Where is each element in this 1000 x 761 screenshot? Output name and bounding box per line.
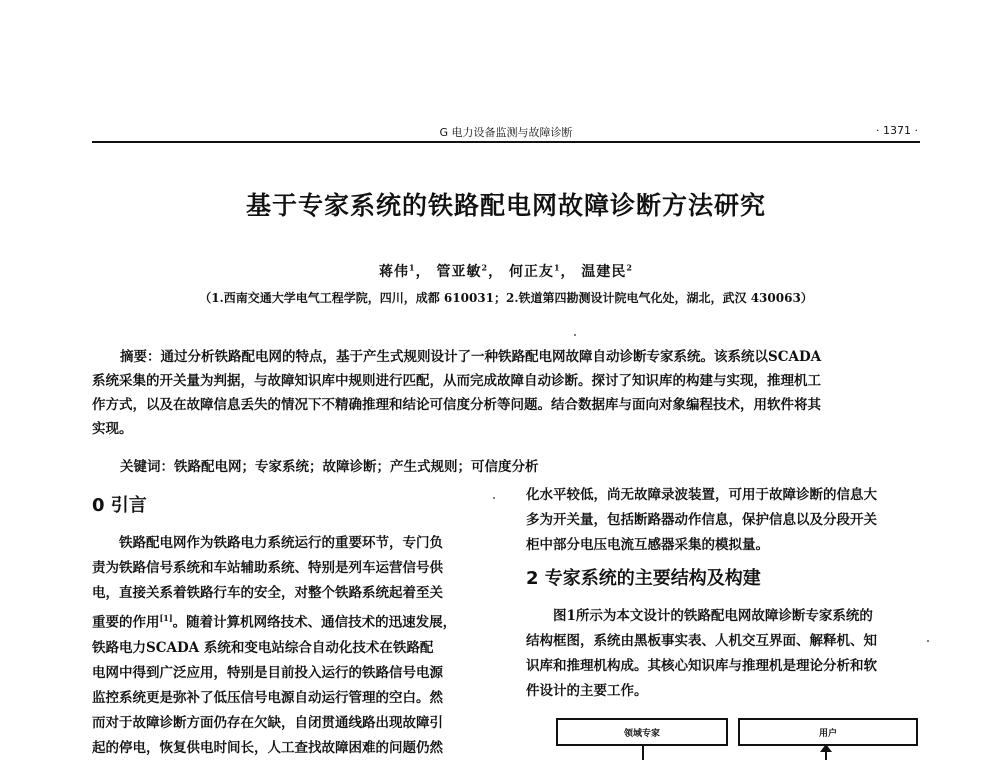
continuation-line: 多为开关量，包括断路器动作信息，保护信息以及分段开关 bbox=[526, 512, 877, 528]
intro-line-with-citation bbox=[92, 606, 490, 636]
intro-line: 电网中得到广泛应用，特别是目前投入运行的铁路信号电源 bbox=[92, 664, 443, 681]
intro-line: 电，直接关系着铁路行车的安全，对整个铁路系统起着至关 bbox=[92, 585, 443, 601]
author-name: 蒋伟 bbox=[379, 264, 410, 280]
right-column bbox=[526, 483, 920, 704]
author-affil-mark: 1 bbox=[409, 262, 416, 273]
keywords-text: 铁路配电网；专家系统；故障诊断；产生式规则；可信度分析 bbox=[174, 459, 539, 475]
author-name: 管亚敏 bbox=[436, 264, 482, 280]
abstract-line: 系统采集的开关量为判据，与故障知识库中规则进行匹配，从而完成故障自动诊断。探讨了知识库的构建与实现，推理机工 bbox=[92, 373, 821, 389]
citation-mark: [1] bbox=[159, 613, 173, 623]
abstract-line bbox=[92, 345, 920, 369]
structure-line: 识库和推理机构成。其核心知识库与推理机是理论分析和软 bbox=[526, 658, 877, 674]
left-column bbox=[92, 485, 490, 761]
intro-line: 监控系统更是弥补了低压信号电源自动运行管理的空白。然 bbox=[92, 689, 443, 706]
author-affil-mark: 2 bbox=[626, 262, 633, 273]
intro-line: 而对于故障诊断方面仍存在欠缺，自闭贯通线路出现故障引 bbox=[92, 714, 443, 731]
section-heading-structure: 2 专家系统的主要结构及构建 bbox=[526, 568, 761, 589]
intro-line: 铁路电力SCADA 系统和变电站综合自动化技术在铁路配 bbox=[92, 639, 434, 656]
author-affil-mark: 1 bbox=[553, 262, 561, 273]
abstract-line: 作方式，以及在故障信息丢失的情况下不精确推理和结论可信度分析等问题。结合数据库与面向对象编程技术，用软件将其 bbox=[92, 397, 821, 413]
diagram-connector bbox=[642, 746, 644, 760]
intro-line: 责为铁路信号系统和车站辅助系统、特别是列车运营信号供 bbox=[92, 560, 443, 576]
abstract-line: 实现。 bbox=[92, 421, 133, 437]
intro-line: 起的停电，恢复供电时间长，人工查找故障困难的问题仍然 bbox=[92, 739, 443, 756]
author-name: 温建民 bbox=[581, 264, 627, 280]
structure-line: 件设计的主要工作。 bbox=[526, 683, 648, 699]
affiliation: （1.西南交通大学电气工程学院，四川，成都 610031；2.铁道第四勘测设计院电气化处，湖北，武汉 430063） bbox=[199, 291, 813, 305]
keywords bbox=[120, 455, 920, 475]
scan-speck bbox=[493, 497, 495, 499]
author-affil-mark: 2 bbox=[481, 262, 489, 273]
abstract-label: 摘要： bbox=[120, 349, 161, 365]
intro-line: 铁路配电网作为铁路电力系统运行的重要环节，专门负 bbox=[119, 535, 443, 551]
abstract bbox=[92, 345, 920, 441]
continuation-line: 化水平较低，尚无故障录波装置，可用于故障诊断的信息大 bbox=[526, 487, 877, 503]
author-list bbox=[92, 261, 920, 281]
author-name: 何正友 bbox=[508, 264, 554, 280]
structure-line: 图1所示为本文设计的铁路配电网故障诊断专家系统的 bbox=[553, 608, 873, 624]
structure-line: 结构框图，系统由黑板事实表、人机交互界面、解释机、知 bbox=[526, 633, 877, 649]
abstract-text: 通过分析铁路配电网的特点，基于产生式规则设计了一种铁路配电网故障自动诊断专家系统。该系统以SCADA bbox=[160, 349, 822, 365]
intro-text: 重要的作用 bbox=[92, 614, 160, 631]
section-heading-intro: 0 引言 bbox=[92, 495, 147, 516]
author-separator: ， bbox=[560, 264, 576, 280]
diagram-box-domain-expert: 领域专家 bbox=[556, 718, 728, 746]
continuation-line: 柜中部分电压电流互感器采集的模拟量。 bbox=[526, 537, 769, 553]
header-section: G 电力设备监测与故障诊断 bbox=[439, 126, 573, 139]
running-header bbox=[92, 121, 920, 143]
diagram-box-user: 用户 bbox=[738, 718, 918, 746]
paper-title: 基于专家系统的铁路配电网故障诊断方法研究 bbox=[245, 191, 766, 220]
page-number: · 1371 · bbox=[876, 124, 918, 137]
structure-diagram bbox=[556, 718, 918, 760]
intro-text: 。随着计算机网络技术、通信技术的迅速发展， bbox=[172, 614, 457, 631]
author-separator: ， bbox=[415, 264, 431, 280]
keywords-label: 关键词： bbox=[120, 459, 174, 475]
author-separator: ， bbox=[488, 264, 504, 280]
scan-speck bbox=[574, 334, 576, 336]
diagram-connector bbox=[825, 746, 827, 760]
scan-speck bbox=[927, 640, 929, 642]
